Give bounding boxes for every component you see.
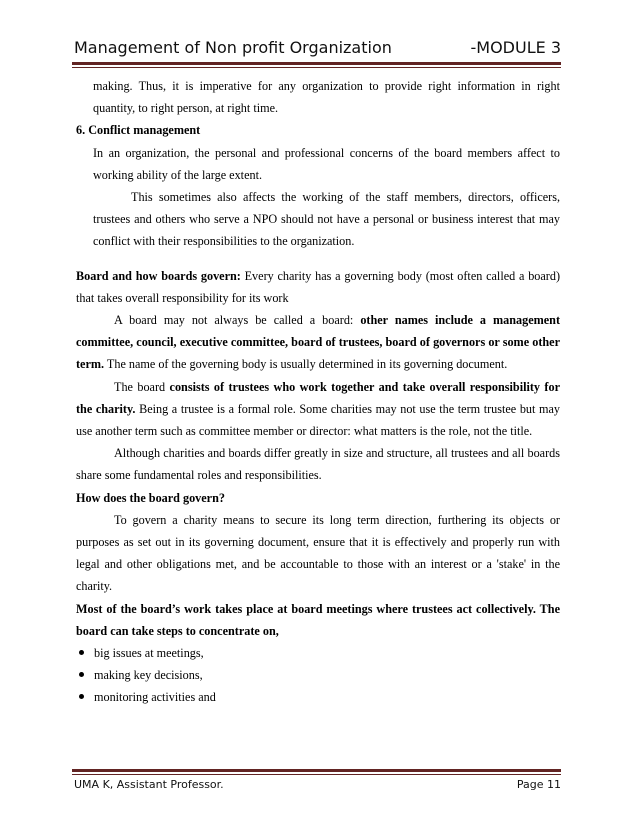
page-header [74, 38, 561, 57]
paragraph-board-names [76, 309, 560, 376]
paragraph-conflict-2: This sometimes also affects the working of the staff members, directors, officers, trustees and others who serve a NPO should not have a personal or business interest that may conflict with their responsibilities to the organization. [93, 190, 560, 249]
footer-author: UMA K, Assistant Professor. [74, 778, 224, 791]
bullet-icon [79, 672, 84, 677]
header-title: Management of Non profit Organization [74, 38, 392, 57]
paragraph-board-trustees [76, 376, 560, 443]
paragraph-board-meetings: Most of the board’s work takes place at board meetings where trustees act collectively. The board can take steps to concentrate on, [76, 601, 560, 638]
list-item-text: making key decisions, [94, 668, 203, 683]
bullet-icon [79, 650, 84, 655]
header-rule-thick [72, 62, 561, 65]
board-govern-text: Every charity has a governing body (most often called a board) that takes overall responsibility for its work [76, 268, 560, 305]
header-module: -MODULE 3 [470, 38, 561, 57]
board-names-rest: The name of the governing body is usually determined in its governing document. [104, 357, 508, 372]
list-item [76, 664, 560, 686]
paragraph-board-govern [76, 265, 560, 309]
board-trustees-rest: Being a trustee is a formal role. Some charities may not use the term trustee but may use another term such as committee member or director: what matters is the role, not the title. [76, 401, 560, 439]
bullet-icon [79, 694, 84, 699]
paragraph-roles: Although charities and boards differ greatly in size and structure, all trustees and all boards share some fundamental roles and responsibilities. [76, 446, 560, 483]
list-item-text: big issues at meetings, [94, 646, 204, 661]
focus-list [76, 642, 560, 709]
paragraph-conflict-1: In an organization, the personal and professional concerns of the board members affect to working ability of the large extent. [93, 145, 560, 182]
heading-how-govern: How does the board govern? [76, 490, 225, 505]
header-rule-thin [72, 67, 561, 68]
footer-rule-thick [72, 769, 561, 772]
list-item-text: monitoring activities and [94, 690, 216, 705]
board-names-lead: A board may not always be called a board: [114, 313, 361, 328]
list-item [76, 686, 560, 708]
page-footer [74, 778, 561, 791]
board-govern-label: Board and how boards govern: [76, 268, 241, 283]
heading-conflict-management: 6. Conflict management [76, 123, 201, 138]
paragraph-govern-charity: To govern a charity means to secure its long term direction, furthering its objects or purposes as set out in its governing document, ensure that it is effectively and properly run with legal and other obligations met, and be accountable to those with an interest or a 'stake' in the charity. [76, 512, 560, 594]
list-item [76, 642, 560, 664]
page-number: Page 11 [516, 778, 561, 791]
board-trustees-bold: consists of trustees who work together and take overall responsibility for the charity. [76, 379, 560, 416]
board-trustees-lead: The board [114, 379, 170, 394]
page-body [76, 75, 560, 709]
board-names-bold: other names include a management committee, council, executive committee, board of trustees, board of governors or some other term. [76, 313, 561, 372]
footer-rule-thin [72, 774, 561, 775]
paragraph-intro: making. Thus, it is imperative for any organization to provide right information in right quantity, to right person, at right time. [93, 79, 560, 116]
